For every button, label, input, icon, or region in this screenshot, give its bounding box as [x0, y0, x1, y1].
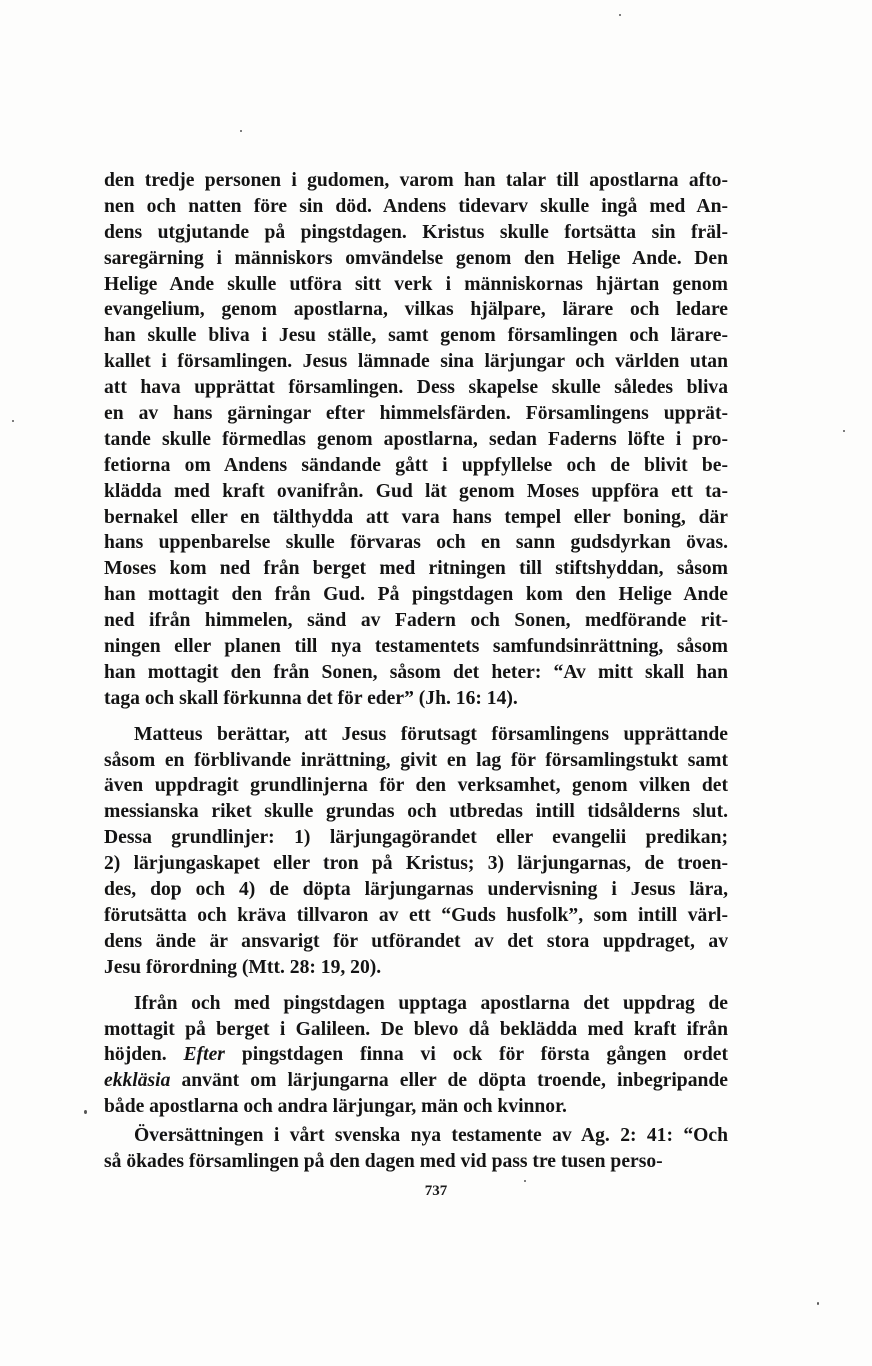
page-number: 737: [424, 1183, 448, 1199]
text-line: klädda med kraft ovanifrån. Gud lät genom Moses uppföra ett ta-: [104, 480, 728, 502]
text-line: bernakel eller en tälthydda att vara hans tempel eller boning, där: [104, 506, 728, 528]
text-line: kallet i församlingen. Jesus lämnade sina lärjungar och världen utan: [104, 351, 728, 373]
text-line: Ifrån och med pingstdagen upptaga apostlarna det uppdrag de: [134, 992, 728, 1014]
text-fragment: pingstdagen finna vi ock för första gången ordet: [241, 1044, 728, 1066]
text-line: saregärning i människors omvändelse genom den Helige Ande. Den: [104, 247, 728, 269]
text-line: Dessa grundlinjer: 1) lärjungagörandet eller evangelii predikan;: [104, 827, 728, 849]
scan-speck: [12, 420, 14, 422]
text-line: både apostlarna och andra lärjungar, män och kvinnor.: [104, 1096, 567, 1118]
text-line: tande skulle förmedlas genom apostlarna, sedan Faderns löfte i pro-: [104, 428, 728, 450]
text-line: han mottagit den från Gud. På pingstdagen kom den Helige Ande: [104, 584, 728, 606]
scan-speck: [619, 14, 621, 16]
text-line: en av hans gärningar efter himmelsfärden. Församlingens upprät-: [104, 403, 728, 425]
text-line: Översättningen i vårt svenska nya testamente av Ag. 2: 41: “Och: [134, 1125, 728, 1147]
text-line: fetiorna om Andens sändande gått i uppfyllelse och de blivit be-: [104, 454, 728, 476]
paragraph-1: [104, 168, 728, 712]
text-line: han skulle bliva i Jesu ställe, samt genom församlingen och lärare-: [104, 325, 728, 347]
scan-speck: [817, 1302, 819, 1305]
text-line: Matteus berättar, att Jesus förutsagt församlingens upprättande: [134, 723, 728, 745]
scan-speck: [84, 1110, 87, 1114]
text-line: dens utgjutande på pingstdagen. Kristus skulle fortsätta sin fräl-: [104, 221, 728, 243]
text-line: såsom en förblivande inrättning, givit en lag för församlingstukt samt: [104, 749, 728, 771]
text-line: [104, 1068, 728, 1094]
text-line: även uppdragit grundlinjerna för den verksamhet, genom vilken det: [104, 775, 728, 797]
text-line: ned ifrån himmelen, sänd av Fadern och Sonen, medförande rit-: [104, 610, 728, 632]
text-line: evangelium, genom apostlarna, vilkas hjälpare, lärare och ledare: [104, 299, 728, 321]
scan-speck: [240, 130, 242, 132]
paragraph-2: [104, 722, 728, 981]
emphasis-efter: Efter: [183, 1044, 225, 1066]
text-line: Moses kom ned från berget med ritningen till stiftshyddan, såsom: [104, 558, 728, 580]
text-line: messianska riket skulle grundas och utbredas intill tidsålderns slut.: [104, 801, 728, 823]
text-line: ningen eller planen till nya testamentets samfundsinrättning, såsom: [104, 636, 728, 658]
text-fragment: höjden.: [104, 1044, 167, 1066]
text-line: 2) lärjungaskapet eller tron på Kristus; 3) lärjungarnas, de troen-: [104, 853, 728, 875]
text-line: nen och natten före sin död. Andens tidevarv skulle ingå med An-: [104, 195, 728, 217]
text-line: dens ände är ansvarigt för utförandet av det stora uppdraget, av: [104, 930, 728, 952]
text-line: Jesu förordning (Mtt. 28: 19, 20).: [104, 956, 382, 978]
body-text: [104, 168, 728, 1175]
text-line: hans uppenbarelse skulle förvaras och en sann gudsdyrkan övas.: [104, 532, 728, 554]
text-line: des, dop och 4) de döpta lärjungarnas undervisning i Jesus lära,: [104, 879, 728, 901]
text-fragment: använt om lärjungarna eller de döpta troende, inbegripande: [181, 1070, 728, 1092]
text-line: taga och skall förkunna det för eder” (Jh. 16: 14).: [104, 687, 518, 709]
scan-speck: [524, 1180, 526, 1182]
emphasis-ekklasia: ekkläsia: [104, 1070, 171, 1092]
text-line: den tredje personen i gudomen, varom han talar till apostlarna afto-: [104, 170, 728, 191]
text-line: att hava upprättat församlingen. Dess skapelse skulle således bliva: [104, 377, 728, 399]
scan-speck: [843, 430, 845, 432]
text-line: mottagit på berget i Galileen. De blevo då beklädda med kraft ifrån: [104, 1018, 728, 1040]
paragraph-4: [104, 1123, 728, 1175]
text-line: så ökades församlingen på den dagen med vid pass tre tusen perso-: [104, 1150, 663, 1172]
paragraph-3: [104, 991, 728, 1120]
text-line: [104, 1042, 728, 1068]
text-line: förutsätta och kräva tillvaron av ett “Guds husfolk”, som intill värl-: [104, 904, 728, 926]
text-line: han mottagit den från Sonen, såsom det heter: “Av mitt skall han: [104, 661, 728, 683]
text-line: Helige Ande skulle utföra sitt verk i människornas hjärtan genom: [104, 273, 728, 295]
